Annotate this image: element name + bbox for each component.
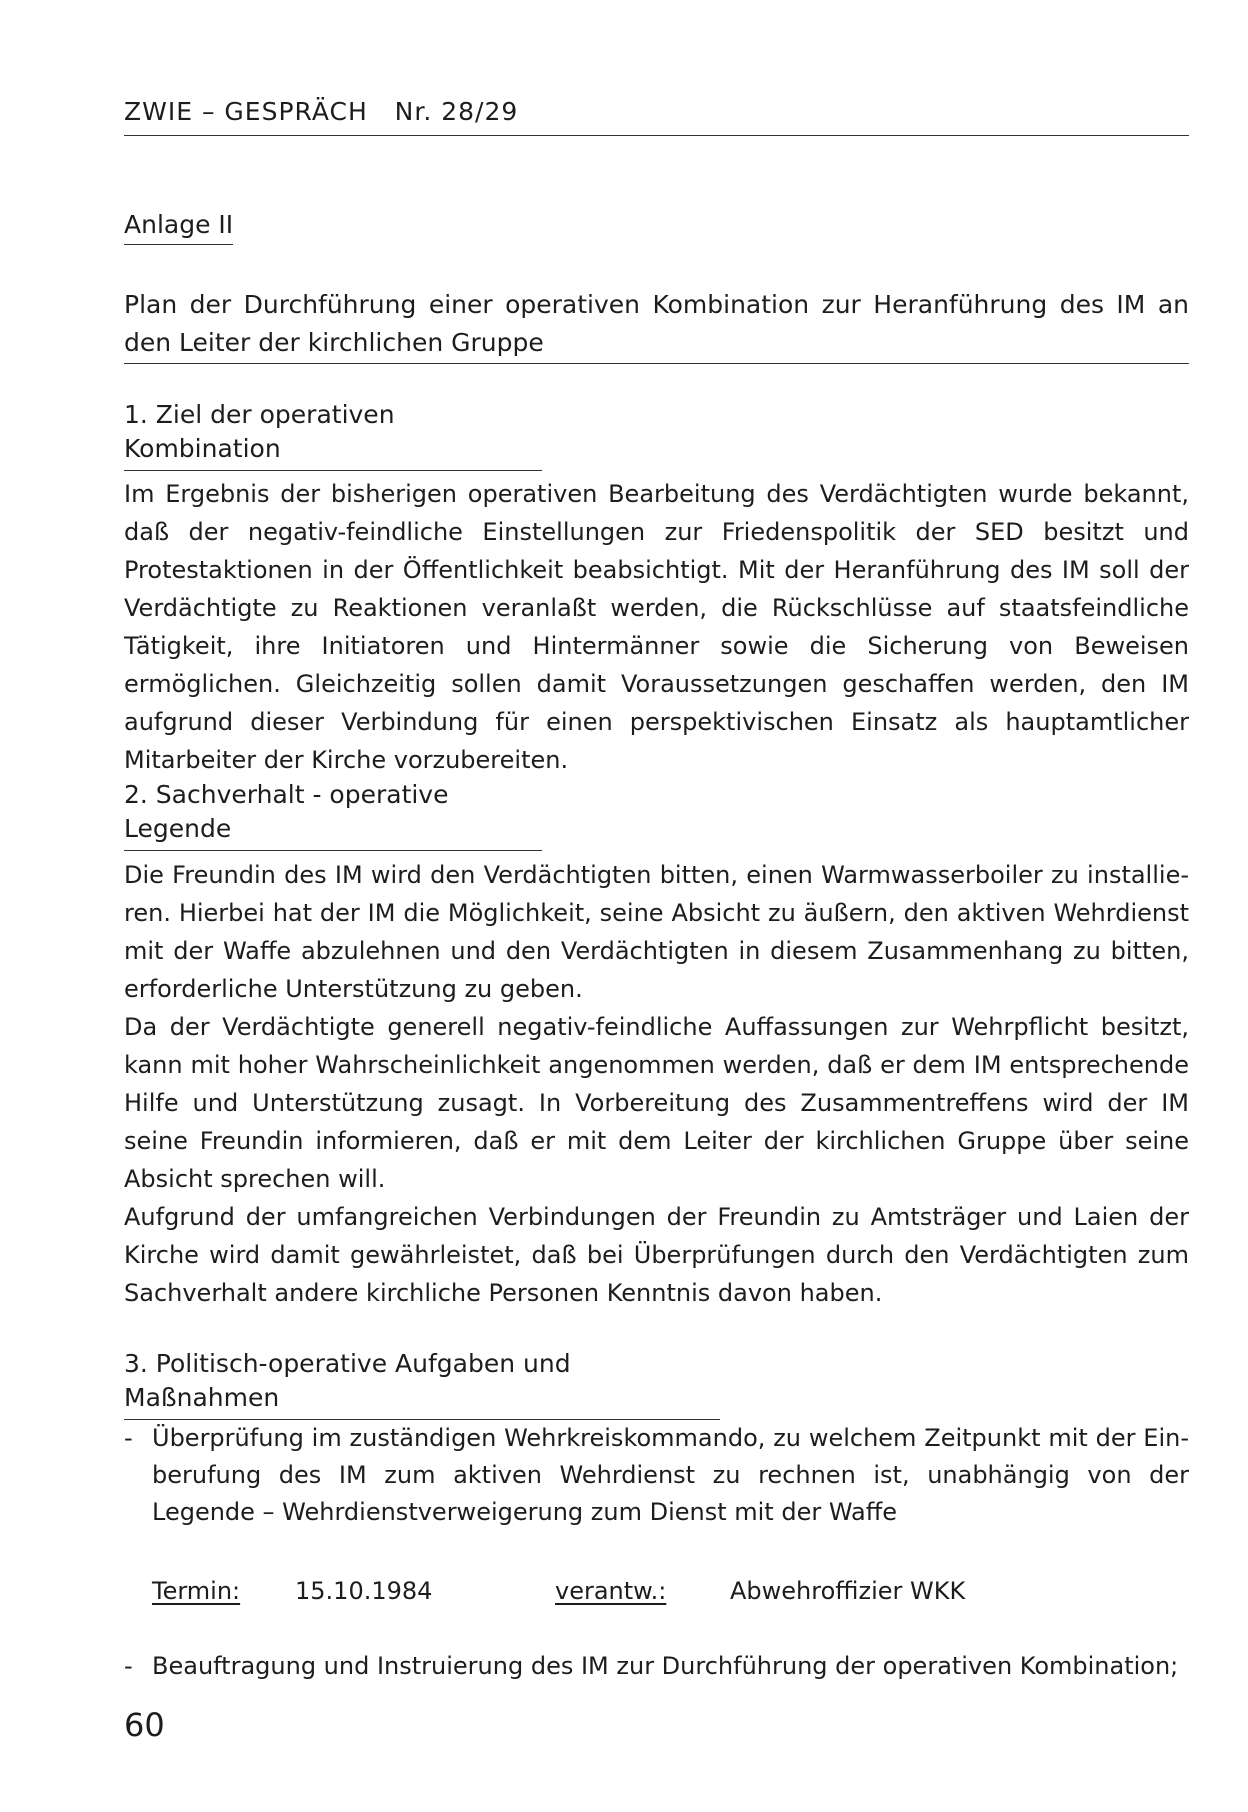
section-body (124, 856, 1189, 1312)
section-paragraph: Da der Verdächtigte generell negativ-feindliche Auffassungen zur Wehrpflicht besitzt, kann mit hoher Wahrscheinlichkeit angenommen werden, daß er dem IM entsprechende Hilfe und Unterstützung zusagt. In Vorbereitung des Zusammentreffens wird der IM seine Freundin informieren, daß er mit dem Leiter der kirchlichen Gruppe über seine Absicht sprechen will. (124, 1013, 1189, 1193)
list-dash: - (124, 1652, 133, 1680)
annex-label: Anlage II (124, 208, 233, 245)
section-heading-goal: 1. Ziel der operativen Kombination (124, 398, 542, 471)
section-paragraph: Die Freundin des IM wird den Verdächtigten bitten, einen Warmwasserboiler zu installieren. Hierbei hat der IM die Möglichkeit, seine Absicht zu äußern, den aktiven Wehrdienst mit der Waffe abzulehnen und den Verdächtigten in diesem Zusammenhang zu bitten, erforderliche Unterstützung zu geben. (124, 861, 1189, 1003)
section-heading-legend: 2. Sachverhalt - operative Legende (124, 778, 542, 851)
running-head: ZWIE – GESPRÄCH Nr. 28/29 (124, 97, 519, 126)
responsible-label: verantw.: (555, 1577, 667, 1605)
document-title: Plan der Durchführung einer operativen Kombination zur Heranführung des IM an den Leiter der kirchlichen Gruppe (124, 290, 1189, 357)
header-rule (124, 135, 1189, 136)
section-heading-measures: 3. Politisch-operative Aufgaben und Maßnahmen (124, 1347, 720, 1420)
section-paragraph: Aufgrund der umfangreichen Verbindungen der Freundin zu Amtsträger und Laien der Kirche wird damit gewährleistet, daß bei Überprüfungen durch den Verdächtigten zum Sachverhalt andere kirchliche Personen Kenntnis davon haben. (124, 1203, 1189, 1307)
list-item-text: Überprüfung im zuständigen Wehrkreiskommando, zu welchem Zeitpunkt mit der Einberufung des IM zum aktiven Wehrdienst zu rechnen ist, unabhängig von der Legende – Wehrdienstverweigerung zum Dienst mit der Waffe (152, 1424, 1189, 1526)
title-rule (124, 363, 1189, 364)
list-item-text: Beauftragung und Instruierung des IM zur Durchführung der operativen Kombination; (152, 1652, 1179, 1680)
page-number: 60 (124, 1706, 165, 1744)
termin-label: Termin: (152, 1577, 241, 1605)
section-paragraph: Im Ergebnis der bisherigen operativen Bearbeitung des Verdächtigten wurde bekannt, daß der negativ-feindliche Einstellungen zur Friedenspolitik der SED besitzt und Protestaktionen in der Öffentlichkeit beabsichtigt. Mit der Heranführung des IM soll der Verdächtigte zu Reaktionen veranlaßt werden, die Rückschlüsse auf staatsfeindliche Tätigkeit, ihre Initiatoren und Hintermänner sowie die Sicherung von Beweisen ermöglichen. Gleichzeitig sollen damit Voraussetzungen geschaffen werden, den IM aufgrund dieser Verbindung für einen perspektivischen Einsatz als hauptamtlicher Mitarbeiter der Kirche vorzubereiten. (124, 480, 1189, 774)
list-dash: - (124, 1424, 133, 1452)
termin-value: 15.10.1984 (295, 1577, 433, 1605)
responsible-value: Abwehroffizier WKK (730, 1577, 966, 1605)
